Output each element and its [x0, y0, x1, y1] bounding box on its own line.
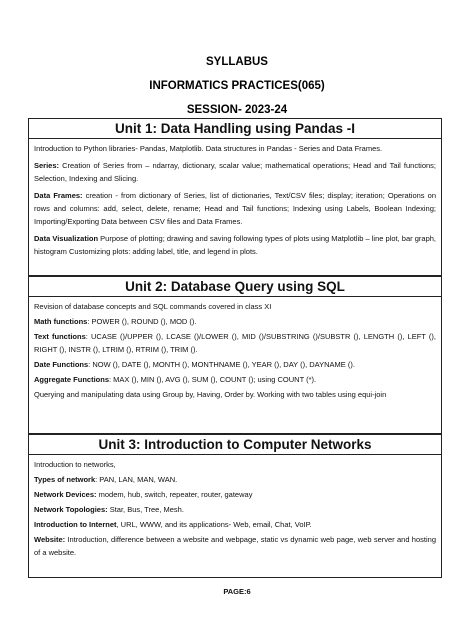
math-label: Math functions — [34, 317, 88, 326]
subject-heading: INFORMATICS PRACTICES(065) — [149, 80, 325, 92]
aggregate-functions-text: : MAX (), MIN (), AVG (), SUM (), COUNT (); using COUNT (*). — [109, 375, 317, 384]
page-number: PAGE:6 — [223, 587, 251, 596]
unit1-intro: Introduction to Python libraries- Pandas, Matplotlib. Data structures in Pandas - Series and Data Frames. — [34, 144, 383, 153]
unit3-section — [28, 434, 442, 578]
unit2-querying: Querying and manipulating data using Group by, Having, Order by. Working with two tables using equi-join — [34, 390, 387, 399]
unit1-visualization — [34, 232, 436, 258]
series-label: Series: — [34, 161, 60, 170]
unit2-text-functions — [34, 330, 436, 356]
unit3-internet — [34, 518, 436, 531]
session-heading: SESSION- 2023-24 — [186, 104, 288, 116]
aggregate-functions-label: Aggregate Functions — [34, 375, 110, 384]
text-functions-label: Text functions — [34, 332, 86, 341]
unit2-intro: Revision of database concepts and SQL commands covered in class XI — [34, 302, 272, 311]
network-devices-text: modem, hub, switch, repeater, router, gateway — [96, 490, 253, 499]
unit3-intro: Introduction to networks, — [34, 460, 116, 469]
unit2-aggregate-functions — [34, 373, 436, 386]
network-topologies-label: Network Topologies: — [34, 505, 108, 514]
date-functions-text: : NOW (), DATE (), MONTH (), MONTHNAME (), YEAR (), DAY (), DAYNAME (). — [88, 360, 355, 369]
math-text: : POWER (), ROUND (), MOD (). — [87, 317, 197, 326]
network-devices-label: Network Devices: — [34, 490, 97, 499]
unit3-website — [34, 533, 436, 559]
unit3-body — [29, 455, 441, 559]
unit3-topologies — [34, 503, 436, 516]
website-label: Website: — [34, 535, 66, 544]
visualization-text: Purpose of plotting; drawing and saving following types of plots using Matplotlib – line plot, bar graph, histogram Customizing plots: adding label, title, and legend in plots. — [34, 234, 437, 256]
unit2-math — [34, 315, 436, 328]
unit2-date-functions — [34, 358, 436, 371]
unit3-title: Unit 3: Introduction to Computer Networks — [29, 435, 441, 455]
internet-label: Introduction to Internet — [34, 520, 117, 529]
dataframes-text: creation - from dictionary of Series, list of dictionaries, Text/CSV files; display; iteration; Operations on rows and columns: add, select, delete, rename; Head and Tail functions; Indexing using Labels, Boolean Indexing; Importing/Exporting Data between CSV files and Data Frames. — [34, 191, 436, 226]
network-topologies-text: Star, Bus, Tree, Mesh. — [107, 505, 184, 514]
unit1-section — [28, 118, 442, 276]
unit2-body — [29, 297, 441, 401]
unit2-section — [28, 276, 442, 434]
unit1-dataframes — [34, 189, 436, 228]
series-text: Creation of Series from – ndarray, dictionary, scalar value; mathematical operations; Head and Tail functions; Selection, Indexing and Slicing. — [34, 161, 436, 183]
syllabus-heading: SYLLABUS — [206, 56, 268, 68]
unit1-title: Unit 1: Data Handling using Pandas -I — [29, 119, 441, 139]
website-text: Introduction, difference between a website and webpage, static vs dynamic web page, web server and hosting of a website. — [34, 535, 436, 557]
unit3-devices — [34, 488, 436, 501]
internet-text: , URL, WWW, and its applications- Web, email, Chat, VoIP. — [116, 520, 312, 529]
text-functions-text: : UCASE ()/UPPER (), LCASE ()/LOWER (), MID ()/SUBSTRING ()/SUBSTR (), LENGTH (), LEFT (), RIGHT (), INSTR (), LTRIM (), RTRIM (), TRIM (). — [34, 332, 436, 354]
date-functions-label: Date Functions — [34, 360, 89, 369]
unit2-title: Unit 2: Database Query using SQL — [29, 277, 441, 297]
network-types-label: Types of network — [34, 475, 96, 484]
unit3-types — [34, 473, 436, 486]
network-types-text: : PAN, LAN, MAN, WAN. — [95, 475, 178, 484]
unit1-series — [34, 159, 436, 185]
dataframes-label: Data Frames: — [34, 191, 83, 200]
visualization-label: Data Visualization — [34, 234, 99, 243]
unit1-body — [29, 139, 441, 258]
